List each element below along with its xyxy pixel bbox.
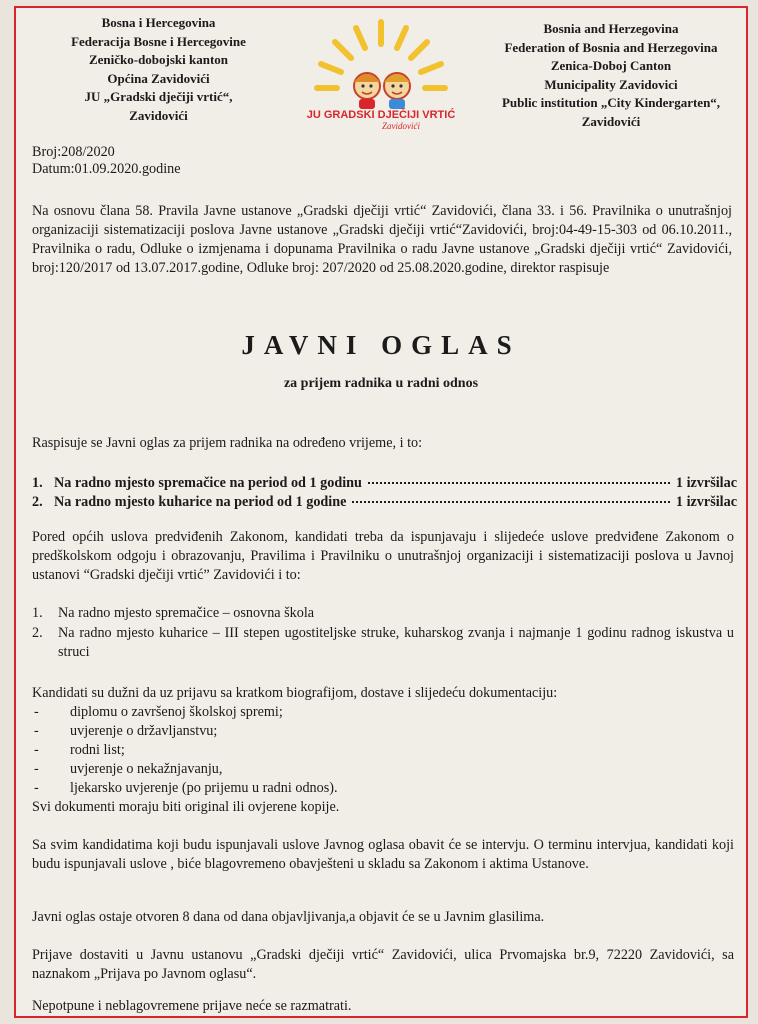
- position-count: 1 izvršilac: [675, 494, 737, 510]
- position-label: Na radno mjesto kuharice na period od 1 godine: [54, 494, 347, 510]
- list-item: [32, 624, 734, 662]
- kindergarten-logo: [301, 14, 461, 134]
- header-right-line: Federation of Bosnia and Herzegovina: [504, 39, 718, 55]
- header-left: [36, 14, 281, 125]
- position-label: Na radno mjesto spremačice na period od 1 godinu: [54, 475, 362, 491]
- header-left-line: Zeničko-dobojski kanton: [88, 52, 229, 67]
- announce-paragraph: Raspisuje se Javni oglas za prijem radnika na određeno vrijeme, i to:: [32, 435, 423, 451]
- document-date: Datum:01.09.2020.godine: [32, 161, 181, 177]
- duration-paragraph: Javni oglas ostaje otvoren 8 dana od dana objavljivanja,a objavit će se u Javnim glasilima.: [32, 909, 545, 925]
- logo-subtext: Zavidovići: [382, 121, 420, 131]
- header-left-line: Bosna i Hercegovina: [101, 15, 216, 30]
- interview-paragraph: Sa svim kandidatima koji budu ispunjavali uslove Javnog oglasa obavit će se intervju. O terminu intervjua, kandidati koji budu ispunjavali uslove , biće blagovremeno obavješteni u skladu sa Zakonom i aktima Ustanove.: [32, 837, 734, 872]
- position-number: 1.: [32, 475, 43, 491]
- header-right-line: Municipality Zavidovici: [544, 76, 678, 92]
- list-item: [32, 703, 734, 722]
- position-item: [32, 494, 737, 511]
- header-right: [486, 20, 736, 131]
- list-text: rodni list;: [70, 742, 125, 758]
- logo-text: JU GRADSKI DJEČIJI VRTIĆ: [306, 109, 456, 121]
- documents-list: [32, 703, 734, 798]
- conditions-intro: Pored općih uslova predviđenih Zakonom, kandidati treba da ispunjavaju i slijedeće uslove predviđene Zakonom o predškolskom odgoju i obrazovanju, Pravilima i Pravilniku o unutrašnjoj organizaciji i sistematizaciji poslova u Javnoj ustanovi “Gradski dječiji vrtić” Zavidovići i to:: [32, 529, 734, 583]
- list-item: [32, 741, 734, 760]
- footer-note: Nepotpune i neblagovremene prijave neće se razmatrati.: [32, 998, 352, 1014]
- list-text: uvjerenje o nekažnjavanju,: [70, 761, 223, 777]
- page-title: JAVNI OGLAS: [241, 330, 521, 360]
- header-left-line: Federacija Bosne i Hercegovine: [71, 33, 246, 49]
- list-text: Na radno mjesto kuharice – III stepen ugostiteljske struke, kuharskog zvanja i najmanje 1 godinu radnog iskustva u struci: [58, 625, 734, 660]
- list-text: diplomu o završenoj školskoj spremi;: [70, 704, 283, 720]
- header-right-line: Bosnia and Herzegovina: [543, 21, 679, 36]
- dash-icon: -: [34, 723, 39, 739]
- dash-icon: -: [34, 742, 39, 758]
- header-right-line: Zavidovići: [581, 113, 641, 129]
- list-text: Na radno mjesto spremačice – osnovna škola: [58, 605, 315, 621]
- header-left-line: JU „Gradski dječiji vrtić“,: [84, 89, 233, 104]
- list-item: [32, 722, 734, 741]
- header-left-line: Općina Zavidovići: [107, 70, 210, 86]
- list-item: [32, 760, 734, 779]
- docs-note: Svi dokumenti moraju biti original ili ovjerene kopije.: [32, 799, 340, 815]
- list-item: [32, 779, 734, 798]
- children-icon: [354, 73, 410, 109]
- intro-paragraph: Na osnovu člana 58. Pravila Javne ustanove „Gradski dječiji vrtić“ Zavidovići, člana 33. i 56. Pravilnika o unutrašnjoj organizaciji sistematizaciji poslova Javne ustanove „Gradski dječiji vrtić“Zavidovići, broj:04-49-15-303 od 06.10.2011., Pravilnika o radu, Odluke o izmjenama i dopunama Pravilnika o radu Javne ustanove „Gradski dječiji vrtić“ Zavidovići, broj:120/2017 od 13.07.2017.godine, Odluke broj: 207/2020 od 25.08.2020.godine, direktor raspisuje: [32, 203, 732, 276]
- dot-leader: [352, 501, 669, 503]
- conditions-list: [32, 604, 734, 663]
- submit-paragraph: Prijave dostaviti u Javnu ustanovu „Gradski dječiji vrtić“ Zavidovići, ulica Prvomajska br.9, 72220 Zavidovići, sa naznakom „Prijava po Javnom oglasu“.: [32, 947, 734, 982]
- position-item: [32, 475, 737, 492]
- dash-icon: -: [34, 761, 39, 777]
- header-right-line: Public institution „City Kindergarten“,: [501, 95, 721, 110]
- position-count: 1 izvršilac: [675, 475, 737, 491]
- position-number: 2.: [32, 494, 43, 510]
- sun-rays-icon: [317, 22, 445, 88]
- document-number: Broj:208/2020: [32, 144, 115, 160]
- header-left-line: Zavidovići: [129, 107, 188, 123]
- document-meta: [32, 144, 332, 178]
- docs-intro: Kandidati su dužni da uz prijavu sa kratkom biografijom, dostave i slijedeću dokumentaciju:: [32, 685, 558, 701]
- document-page: [14, 6, 748, 1018]
- list-number: 2.: [32, 625, 43, 641]
- list-number: 1.: [32, 605, 43, 621]
- list-text: ljekarsko uvjerenje (po prijemu u radni odnos).: [70, 780, 338, 796]
- header-right-line: Zenica-Doboj Canton: [550, 58, 672, 73]
- dash-icon: -: [34, 704, 39, 720]
- list-text: uvjerenje o državljanstvu;: [70, 723, 218, 739]
- list-item: [32, 604, 734, 623]
- dot-leader: [368, 482, 670, 484]
- page-subtitle: za prijem radnika u radni odnos: [283, 376, 479, 391]
- dash-icon: -: [34, 780, 39, 796]
